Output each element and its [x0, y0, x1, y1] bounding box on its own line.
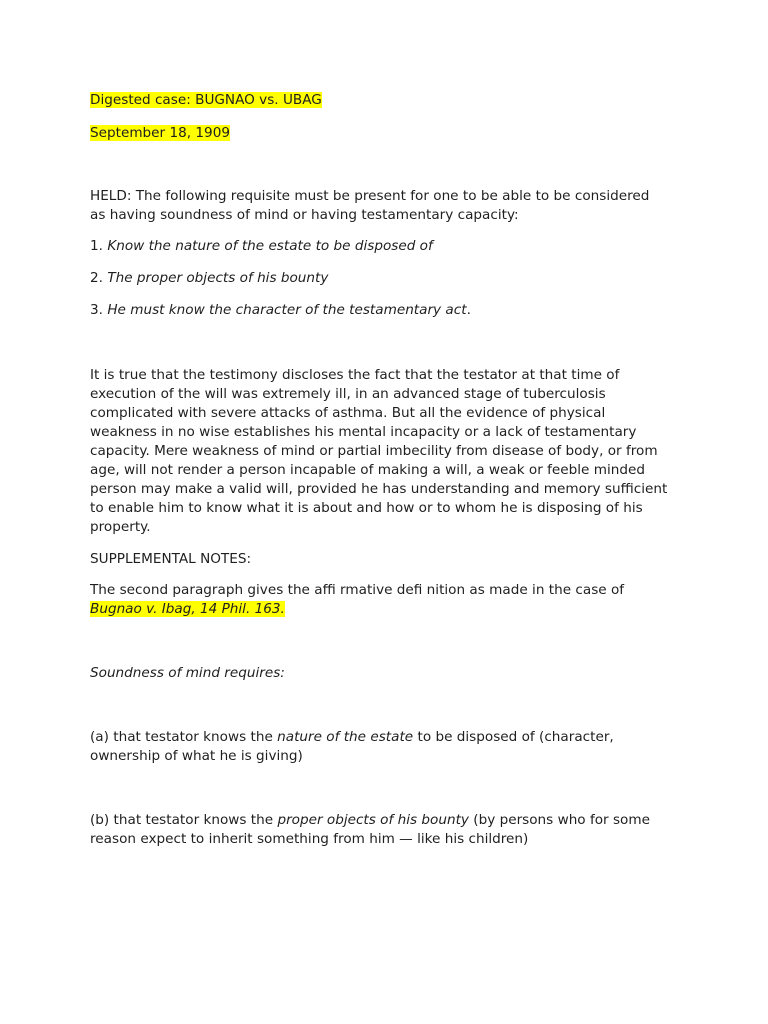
testimony-line: to enable him to know what it is about and how or to whom he is disposing of his — [90, 500, 643, 516]
soundness-item-b — [90, 811, 690, 849]
case-title-highlight: Digested case: BUGNAO vs. UBAG — [90, 92, 322, 108]
requisite-text: The proper objects of his bounty — [107, 270, 329, 286]
item-b-suffix: (by persons who for some — [468, 812, 650, 828]
requisite-number: 1. — [90, 238, 103, 254]
testimony-line: It is true that the testimony discloses the fact that the testator at that time of — [90, 367, 620, 383]
case-date-highlight: September 18, 1909 — [90, 125, 230, 141]
supplemental-line-1: The second paragraph gives the affi rmative defi nition as made in the case of — [90, 582, 625, 598]
item-b-prefix: (b) that testator knows the — [90, 812, 278, 828]
requisite-text: Know the nature of the estate to be disposed of — [107, 238, 433, 254]
testimony-paragraph — [90, 366, 690, 537]
requisite-3 — [90, 301, 471, 320]
item-a-line-2: ownership of what he is giving) — [90, 748, 303, 764]
item-a-prefix: (a) that testator knows the — [90, 729, 278, 745]
requisite-text: He must know the character of the testamentary act — [107, 302, 467, 318]
item-a-emphasis: nature of the estate — [277, 729, 414, 745]
supplemental-paragraph — [90, 581, 690, 619]
soundness-heading: Soundness of mind requires: — [90, 665, 285, 681]
citation-line — [90, 600, 690, 619]
held-paragraph — [90, 187, 690, 225]
case-citation: Bugnao v. Ibag, 14 Phil. 163. — [90, 601, 285, 617]
requisite-1 — [90, 237, 433, 256]
item-a-line-1 — [90, 728, 690, 747]
requisite-2 — [90, 269, 328, 288]
soundness-item-a — [90, 728, 690, 766]
item-b-emphasis: proper objects of his bounty — [277, 812, 469, 828]
item-a-suffix: to be disposed of (character, — [413, 729, 614, 745]
testimony-line: property. — [90, 519, 151, 535]
held-line-2: as having soundness of mind or having testamentary capacity: — [90, 207, 519, 223]
supplemental-heading: SUPPLEMENTAL NOTES: — [90, 551, 252, 567]
testimony-line: age, will not render a person incapable of making a will, a weak or feeble minded — [90, 462, 645, 478]
testimony-line: weakness in no wise establishes his mental incapacity or a lack of testamentary — [90, 424, 637, 440]
testimony-line: person may make a valid will, provided he has understanding and memory sufficient — [90, 481, 668, 497]
requisite-trailing-period: . — [466, 302, 471, 318]
testimony-line: capacity. Mere weakness of mind or partial imbecility from disease of body, or from — [90, 443, 658, 459]
requisite-number: 2. — [90, 270, 103, 286]
case-title — [90, 91, 322, 110]
requisite-number: 3. — [90, 302, 103, 318]
held-line-1: HELD: The following requisite must be present for one to be able to be considered — [90, 188, 650, 204]
item-b-line-1 — [90, 811, 690, 830]
testimony-line: execution of the will was extremely ill, in an advanced stage of tuberculosis — [90, 386, 606, 402]
case-date — [90, 124, 230, 143]
testimony-line: complicated with severe attacks of asthma. But all the evidence of physical — [90, 405, 606, 421]
item-b-line-2: reason expect to inherit something from him — like his children) — [90, 831, 529, 847]
